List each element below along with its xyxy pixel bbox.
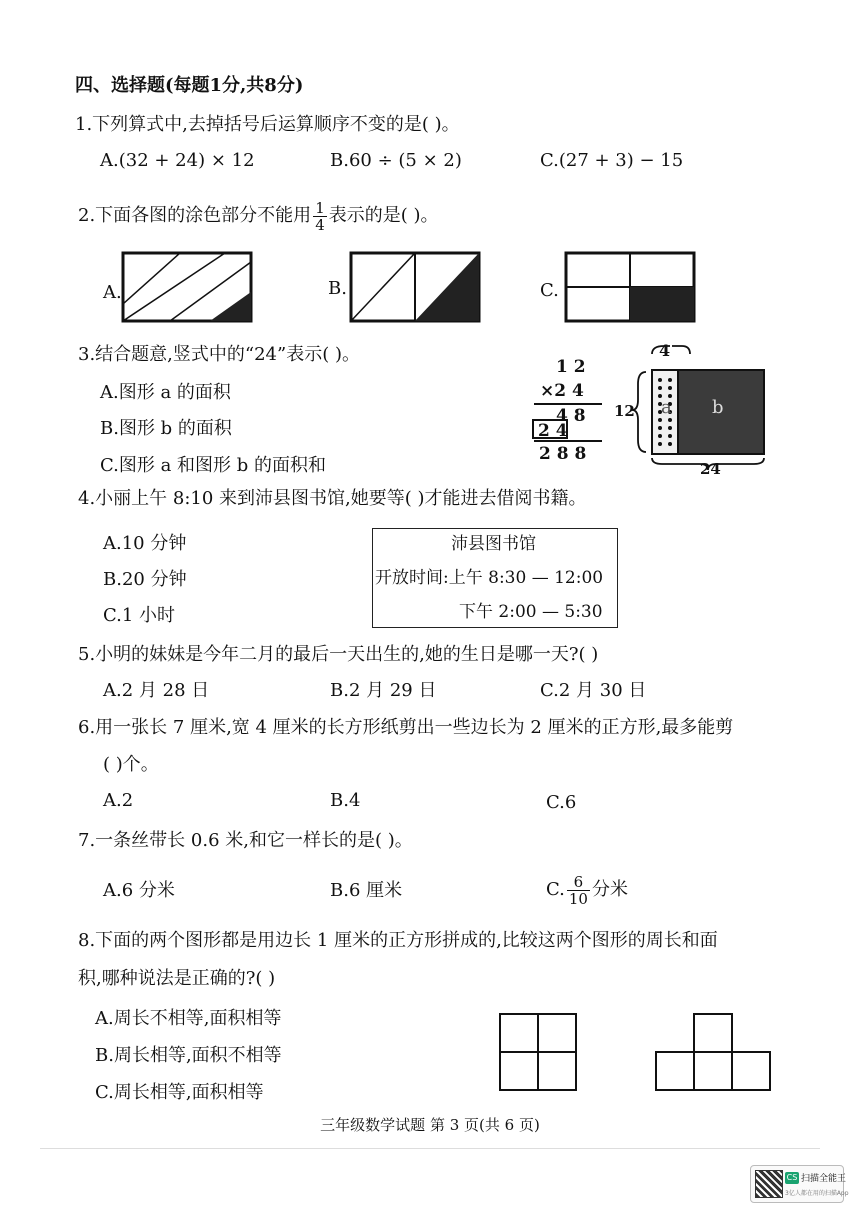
q7-fraction (567, 874, 590, 907)
q7-frac-num: 6 (567, 874, 590, 891)
q7-option-c (546, 870, 628, 910)
library-hours-line1: 开放时间:上午 8:30 — 12:00 (375, 568, 604, 588)
calc-line-2: ×2 4 (540, 381, 584, 401)
library-title: 沛县图书馆 (451, 534, 536, 554)
scanner-badge: CS (786, 1173, 798, 1182)
q7-stem: 7.一条丝带长 0.6 米,和它一样长的是( )。 (78, 830, 413, 851)
q8-figure-square (498, 1012, 580, 1094)
q6-stem-line2: ( )个。 (103, 754, 159, 775)
calc-line-4-boxed: 2 4 (532, 419, 568, 439)
q7-c-suffix: 分米 (591, 879, 628, 900)
q3-fig-bottom-label: 24 (700, 460, 721, 478)
page-footer: 三年级数学试题 第 3 页(共 6 页) (320, 1116, 540, 1134)
q2-frac-den: 4 (315, 215, 325, 234)
q3-stem: 3.结合题意,竖式中的“24”表示( )。 (78, 344, 360, 365)
q2-option-b: B. (328, 278, 347, 299)
q6-option-c: C.6 (546, 792, 577, 813)
q2-frac-num: 1 (315, 198, 325, 217)
q3-fig-top-label: 4 (659, 341, 671, 360)
q3-option-b: B.图形 b 的面积 (100, 418, 232, 439)
q2-option-c: C. (540, 280, 559, 301)
q2-figure-a (120, 250, 254, 324)
q3-fig-a-label: a (661, 397, 672, 418)
q8-option-b: B.周长相等,面积不相等 (95, 1045, 282, 1066)
q2-stem-pre: 2.下面各图的涂色部分不能用 (78, 205, 312, 226)
calc-line-5: 2 8 8 (539, 444, 587, 464)
scanner-watermark (750, 1165, 849, 1203)
library-hours-box (372, 528, 618, 628)
q4-option-a: A.10 分钟 (103, 533, 187, 554)
q8-option-c: C.周长相等,面积相等 (95, 1082, 264, 1103)
q6-option-a: A.2 (103, 790, 134, 811)
q8-option-a: A.周长不相等,面积相等 (95, 1008, 282, 1029)
q1-stem: 1.下列算式中,去掉括号后运算顺序不变的是( )。 (75, 114, 460, 135)
q3-fig-side-label: 12 (614, 402, 635, 420)
q8-stem-line1: 8.下面的两个图形都是用边长 1 厘米的正方形拼成的,比较这两个图形的周长和面 (78, 930, 718, 951)
q4-option-b: B.20 分钟 (103, 569, 187, 590)
qr-code-icon (755, 1170, 783, 1198)
q2-stem-post: 表示的是( )。 (328, 205, 439, 226)
q6-stem-line1: 6.用一张长 7 厘米,宽 4 厘米的长方形纸剪出一些边长为 2 厘米的正方形,最多能剪 (78, 717, 734, 738)
q7-option-b: B.6 厘米 (330, 880, 403, 901)
q7-option-a: A.6 分米 (103, 880, 175, 901)
q2-figure-c (563, 250, 697, 324)
q5-option-c: C.2 月 30 日 (540, 680, 647, 701)
q5-stem: 5.小明的妹妹是今年二月的最后一天出生的,她的生日是哪一天?( ) (78, 644, 599, 665)
q4-option-c: C.1 小时 (103, 605, 176, 626)
section-title: 四、选择题(每题1分,共8分) (75, 75, 304, 96)
calc-rule-2 (534, 440, 602, 442)
q6-option-b: B.4 (330, 790, 361, 811)
q4-stem: 4.小丽上午 8:10 来到沛县图书馆,她要等( )才能进去借阅书籍。 (78, 488, 587, 509)
q8-figure-t-shape (654, 1012, 774, 1094)
library-hours-line2: 下午 2:00 — 5:30 (459, 602, 603, 622)
footer-divider (40, 1148, 820, 1149)
q2-stem (78, 198, 439, 234)
q8-stem-line2: 积,哪种说法是正确的?( ) (78, 968, 276, 989)
q1-option-a: A.(32 + 24) × 12 (100, 150, 255, 171)
q5-option-a: A.2 月 28 日 (103, 680, 210, 701)
q3-option-c: C.图形 a 和图形 b 的面积和 (100, 455, 326, 476)
q1-option-b: B.60 ÷ (5 × 2) (330, 150, 462, 171)
scanner-brand: 扫描全能王 (801, 1174, 847, 1184)
q5-option-b: B.2 月 29 日 (330, 680, 437, 701)
q2-option-a: A. (103, 282, 122, 303)
q3-fig-b-label: b (712, 397, 724, 418)
calc-line-1: 1 2 (556, 357, 586, 377)
calc-line-3: 4 8 (556, 406, 586, 426)
q3-area-figure (610, 340, 780, 470)
q2-figure-b (348, 250, 482, 324)
scanner-subtitle: 3亿人都在用的扫描App (785, 1190, 849, 1197)
q7-c-prefix: C. (546, 879, 565, 900)
q1-option-c: C.(27 + 3) − 15 (540, 150, 684, 171)
q3-option-a: A.图形 a 的面积 (100, 382, 231, 403)
q7-frac-den: 10 (568, 889, 588, 908)
q2-fraction (313, 200, 327, 233)
